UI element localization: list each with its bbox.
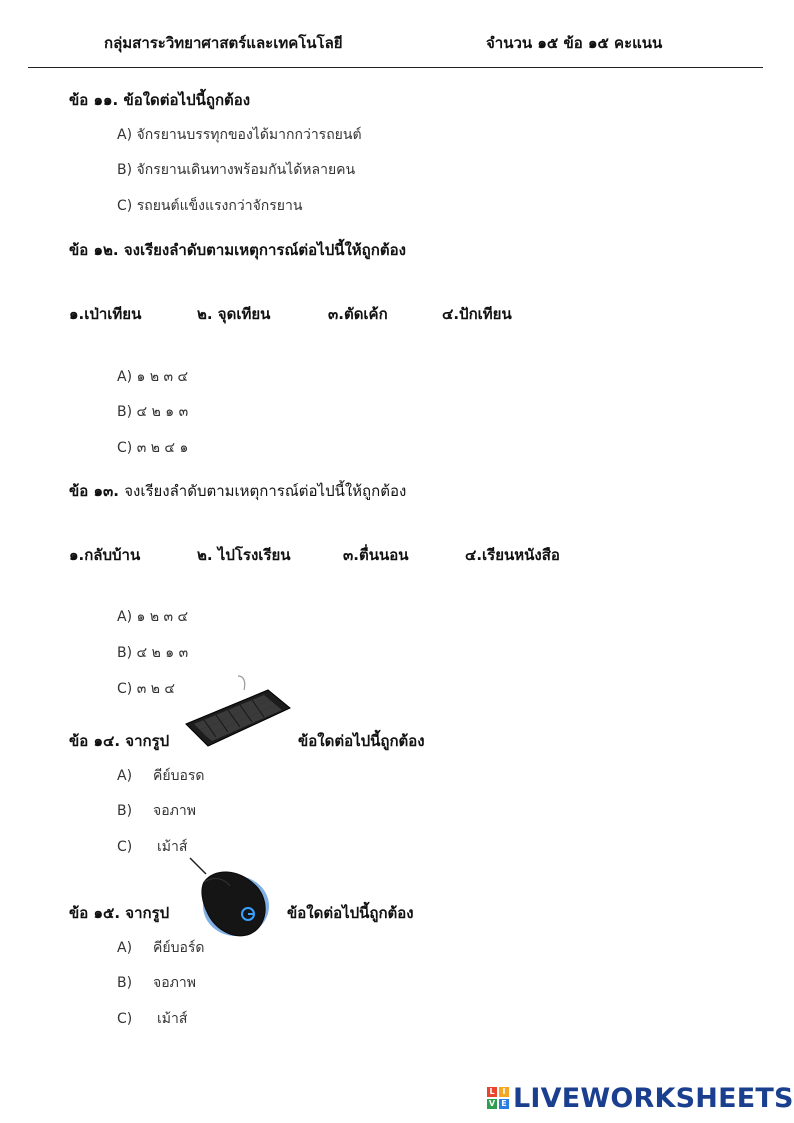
- q12-step-1: ๑.เป่าเทียน: [69, 305, 142, 323]
- question-text: ข้อใดต่อไปนี้ถูกต้อง: [123, 91, 251, 109]
- q11-option-b[interactable]: [117, 159, 355, 181]
- q13-option-c[interactable]: [117, 678, 175, 700]
- option-letter: B): [117, 803, 133, 819]
- option-letter: A): [117, 940, 133, 956]
- score-info: จำนวน ๑๕ ข้อ ๑๕ คะแนน: [486, 34, 663, 52]
- q13-option-a[interactable]: [117, 606, 188, 628]
- question-number: ข้อ ๑๓.: [69, 482, 119, 500]
- q12-step-2: ๒. จุดเทียน: [197, 305, 271, 323]
- q15-option-b[interactable]: [117, 972, 196, 994]
- question-11: [69, 88, 250, 112]
- q12-step-4: ๔.ปักเทียน: [442, 305, 512, 323]
- q15-option-c[interactable]: [117, 1008, 187, 1030]
- option-text: ๔ ๒ ๑ ๓: [136, 404, 189, 420]
- q14-option-a[interactable]: [117, 765, 204, 787]
- option-letter: B): [117, 975, 133, 991]
- liveworksheets-logo: [487, 1081, 794, 1115]
- option-text: จักรยานบรรทุกของได้มากกว่ารถยนต์: [136, 127, 362, 143]
- q14-option-b[interactable]: [117, 800, 196, 822]
- question-15: [69, 901, 169, 925]
- option-text: จอภาพ: [153, 975, 196, 991]
- question-text: จงเรียงลำดับตามเหตุการณ์ต่อไปนี้ให้ถูกต้อง: [124, 482, 407, 500]
- question-number: ข้อ ๑๒.: [69, 241, 119, 259]
- option-letter: C): [117, 440, 133, 456]
- q12-option-b[interactable]: [117, 401, 188, 423]
- question-14-suffix: ข้อใดต่อไปนี้ถูกต้อง: [298, 732, 425, 750]
- logo-tiles: [487, 1087, 509, 1109]
- q13-step-1: ๑.กลับบ้าน: [69, 546, 141, 564]
- question-text: จงเรียงลำดับตามเหตุการณ์ต่อไปนี้ให้ถูกต้อง: [123, 241, 406, 259]
- question-prefix: จากรูป: [125, 732, 170, 750]
- mouse-icon: [186, 856, 274, 942]
- option-text: คีย์บอร์ด: [153, 940, 205, 956]
- logo-tile: L: [487, 1087, 497, 1097]
- option-letter: B): [117, 404, 133, 420]
- q11-option-a[interactable]: [117, 124, 362, 146]
- question-15-suffix: ข้อใดต่อไปนี้ถูกต้อง: [287, 904, 414, 922]
- option-text: เม้าส์: [157, 839, 188, 855]
- question-14: [69, 729, 169, 753]
- option-letter: A): [117, 768, 133, 784]
- logo-wordmark: LIVEWORKSHEETS: [513, 1082, 794, 1114]
- option-text: จักรยานเดินทางพร้อมกันได้หลายคน: [136, 162, 356, 178]
- question-prefix: จากรูป: [125, 904, 170, 922]
- option-letter: A): [117, 609, 133, 625]
- option-text: เม้าส์: [157, 1011, 188, 1027]
- option-letter: B): [117, 162, 133, 178]
- logo-tile: E: [499, 1099, 509, 1109]
- logo-tile: V: [488, 1099, 496, 1108]
- question-number: ข้อ ๑๔.: [69, 732, 121, 750]
- question-number: ข้อ ๑๕.: [69, 904, 121, 922]
- option-text: จอภาพ: [153, 803, 196, 819]
- keyboard-icon: [184, 674, 292, 754]
- q15-option-a[interactable]: [117, 937, 204, 959]
- option-letter: C): [117, 1011, 133, 1027]
- option-text: ๔ ๒ ๑ ๓: [136, 645, 189, 661]
- option-text: คีย์บอรด: [153, 768, 205, 784]
- header-divider: [28, 67, 763, 68]
- logo-tile: I: [499, 1087, 509, 1097]
- option-letter: C): [117, 839, 133, 855]
- q13-step-2: ๒. ไปโรงเรียน: [197, 546, 291, 564]
- option-text: ๑ ๒ ๓ ๔: [136, 369, 189, 385]
- q13-step-4: ๔.เรียนหนังสือ: [465, 546, 560, 564]
- option-letter: B): [117, 645, 133, 661]
- q13-step-3: ๓.ตื่นนอน: [343, 546, 409, 564]
- option-letter: C): [117, 198, 133, 214]
- option-letter: A): [117, 127, 133, 143]
- option-text: ๑ ๒ ๓ ๔: [136, 609, 189, 625]
- option-letter: A): [117, 369, 133, 385]
- option-text: ๓ ๒ ๔ ๑: [136, 440, 189, 456]
- option-letter: C): [117, 681, 133, 697]
- question-number: ข้อ ๑๑.: [69, 91, 119, 109]
- q12-option-a[interactable]: [117, 366, 188, 388]
- subject-title: กลุ่มสาระวิทยาศาสตร์และเทคโนโลยี: [104, 34, 343, 52]
- q13-option-b[interactable]: [117, 642, 188, 664]
- question-13: [69, 479, 406, 503]
- q14-option-c[interactable]: [117, 836, 187, 858]
- q12-option-c[interactable]: [117, 437, 188, 459]
- question-12: [69, 238, 406, 262]
- q11-option-c[interactable]: [117, 195, 302, 217]
- option-text: รถยนต์แข็งแรงกว่าจักรยาน: [136, 198, 303, 214]
- option-text: ๓ ๒ ๔: [136, 681, 175, 697]
- q12-step-3: ๓.ตัดเค้ก: [328, 305, 388, 323]
